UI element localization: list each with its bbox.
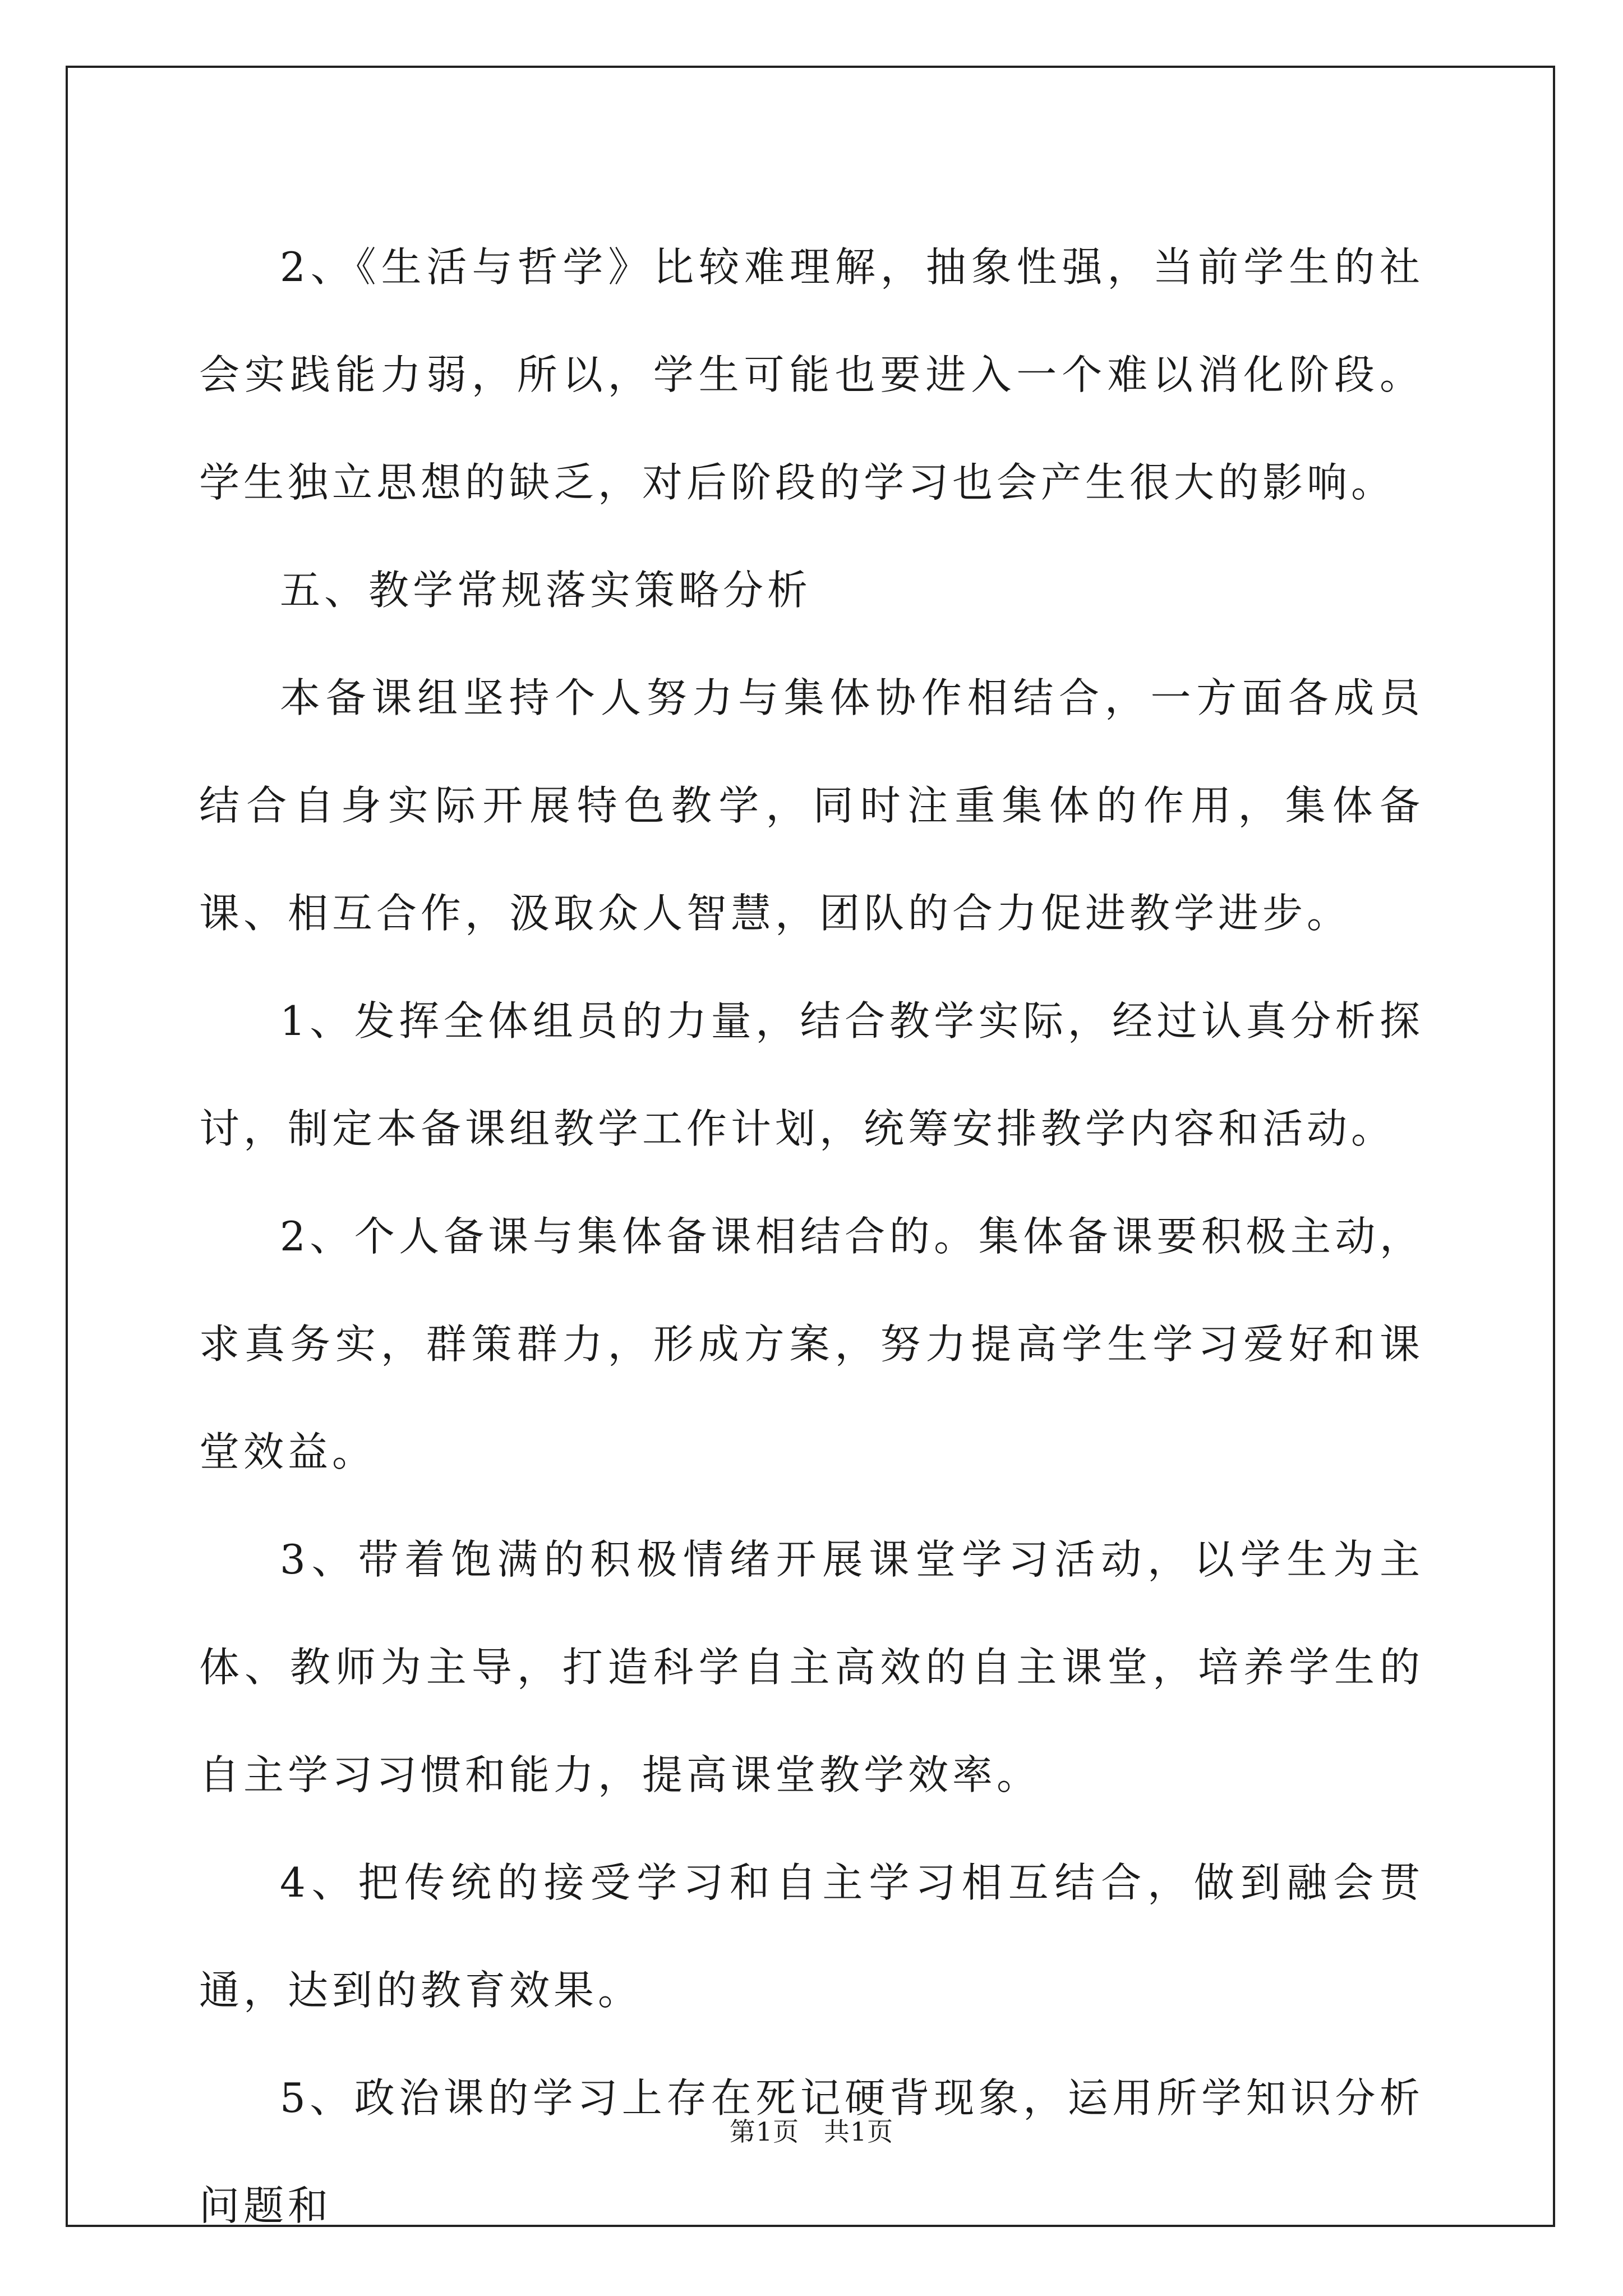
section-heading: 五、教学常规落实策略分析 (280, 567, 812, 614)
paragraph: 3、带着饱满的积极情绪开展课堂学习活动，以学生为主体、教师为主导，打造科学自主高效的自主课堂，培养学生的自主学习习惯和能力，提高课堂教学效率。 (199, 1536, 1424, 1798)
page-footer (0, 2115, 1623, 2148)
document-body (199, 213, 1424, 2260)
page-number-current: 第1页 (729, 2116, 800, 2147)
paragraph: 4、把传统的接受学习和自主学习相互结合，做到融会贯通，达到的教育效果。 (199, 1859, 1424, 2014)
paragraph: 1、发挥全体组员的力量，结合教学实际，经过认真分析探讨，制定本备课组教学工作计划，统筹安排教学内容和活动。 (199, 997, 1424, 1152)
paragraph: 2、个人备课与集体备课相结合的。集体备课要积极主动，求真务实，群策群力，形成方案，努力提高学生学习爱好和课堂效益。 (199, 1213, 1424, 1475)
paragraph: 本备课组坚持个人努力与集体协作相结合，一方面各成员结合自身实际开展特色教学，同时注重集体的作用，集体备课、相互合作，汲取众人智慧，团队的合力促进教学进步。 (199, 674, 1424, 937)
paragraph: 2、《生活与哲学》比较难理解，抽象性强，当前学生的社会实践能力弱，所以，学生可能也要进入一个难以消化阶段。学生独立思想的缺乏，对后阶段的学习也会产生很大的影响。 (199, 243, 1424, 506)
paragraph: 5、政治课的学习上存在死记硬背现象，运用所学知识分析问题和 (199, 2074, 1424, 2229)
page-number-total: 共1页 (823, 2116, 894, 2147)
